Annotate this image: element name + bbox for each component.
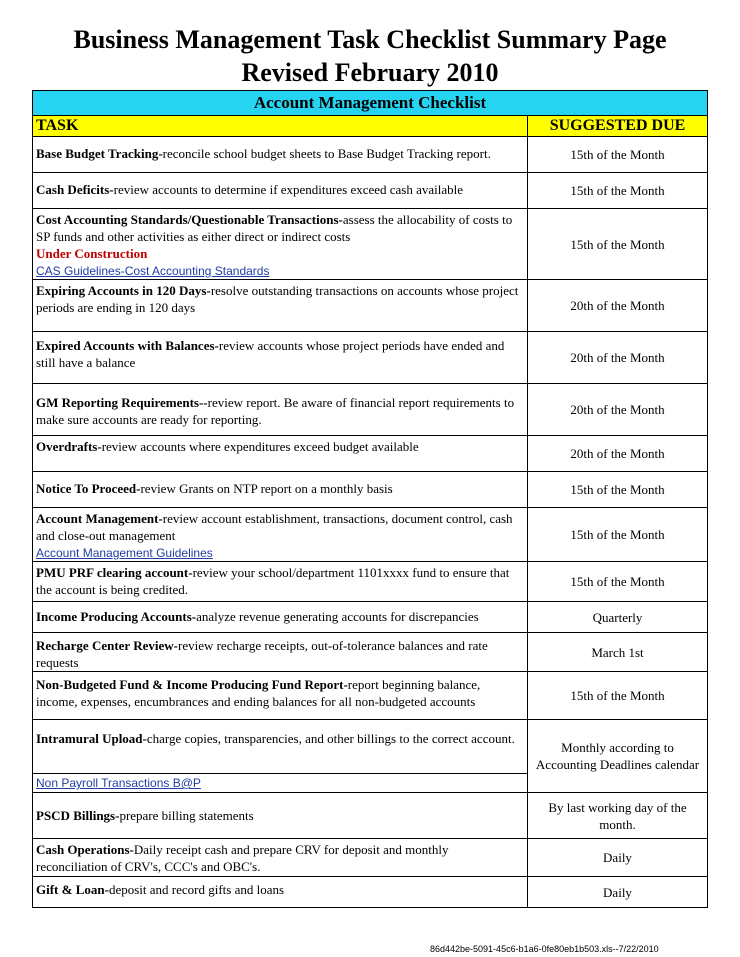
due-value: 15th of the Month — [528, 137, 708, 173]
task-description: review accounts to determine if expenditures exceed cash available — [113, 182, 464, 197]
task-name: Overdrafts- — [36, 439, 102, 454]
table-row — [33, 839, 708, 877]
due-value: 20th of the Month — [528, 332, 708, 384]
table-row — [33, 173, 708, 209]
task-name: Expired Accounts with Balances- — [36, 338, 219, 353]
task-description: prepare billing statements — [119, 808, 254, 823]
due-value: 15th of the Month — [528, 209, 708, 280]
task-description: charge copies, transparencies, and other billings to the correct account. — [146, 731, 515, 746]
task-name: Expiring Accounts in 120 Days- — [36, 283, 211, 298]
non-payroll-transactions-link[interactable]: Non Payroll Transactions B@P — [36, 776, 201, 790]
column-header-row — [33, 116, 708, 137]
due-value: 15th of the Month — [528, 173, 708, 209]
file-footer: 86d442be-5091-45c6-b1a6-0fe80eb1b503.xls--7/22/2010 — [430, 944, 659, 954]
checklist-table — [32, 90, 708, 908]
due-column-header: SUGGESTED DUE — [528, 116, 708, 137]
table-row — [33, 672, 708, 720]
task-name: GM Reporting Requirements-- — [36, 395, 208, 410]
task-description: deposit and record gifts and loans — [108, 882, 285, 897]
task-description: Daily receipt cash and prepare CRV for deposit and monthly reconciliation of CRV's, CCC's and OBC's. — [36, 842, 449, 874]
task-name: Cash Deficits- — [36, 182, 114, 197]
table-row — [33, 209, 708, 280]
table-row — [33, 332, 708, 384]
task-description: report beginning balance, income, expenses, encumbrances and ending balances for all non-budgeted accounts — [36, 677, 481, 709]
due-value: 20th of the Month — [528, 384, 708, 436]
due-value: 20th of the Month — [528, 436, 708, 472]
account-management-guidelines-link[interactable]: Account Management Guidelines — [36, 546, 213, 560]
table-row — [33, 436, 708, 472]
due-value: March 1st — [528, 633, 708, 672]
task-name: Notice To Proceed- — [36, 481, 141, 496]
task-name: Gift & Loan- — [36, 882, 109, 897]
task-description: review report. Be aware of financial report requirements to make sure accounts are ready for reporting. — [36, 395, 515, 427]
task-description: review accounts whose project periods have ended and still have a balance — [36, 338, 505, 370]
due-value: Daily — [528, 839, 708, 877]
task-column-header: TASK — [33, 116, 528, 137]
due-value: 15th of the Month — [528, 508, 708, 562]
task-name: Intramural Upload- — [36, 731, 147, 746]
due-value: 20th of the Month — [528, 280, 708, 332]
table-row — [33, 384, 708, 436]
task-description: review account establishment, transactions, document control, cash and close-out management — [36, 511, 513, 543]
task-description: assess the allocability of costs to SP funds and other activities as either direct or indirect costs — [36, 212, 513, 244]
table-row — [33, 877, 708, 908]
table-row — [33, 720, 708, 774]
task-description: reconcile school budget sheets to Base Budget Tracking report. — [162, 146, 491, 161]
task-name: Base Budget Tracking- — [36, 146, 163, 161]
section-header-row — [33, 91, 708, 116]
table-row — [33, 602, 708, 633]
due-value: By last working day of the month. — [528, 793, 708, 839]
table-row — [33, 508, 708, 562]
due-value: Quarterly — [528, 602, 708, 633]
task-description: review accounts where expenditures exceed budget available — [101, 439, 419, 454]
table-row — [33, 633, 708, 672]
task-name: PSCD Billings- — [36, 808, 120, 823]
task-name: Cost Accounting Standards/Questionable Transactions- — [36, 212, 343, 227]
table-row — [33, 472, 708, 508]
due-value: Daily — [528, 877, 708, 908]
table-row — [33, 562, 708, 602]
task-name: PMU PRF clearing account- — [36, 565, 193, 580]
section-header: Account Management Checklist — [33, 91, 708, 116]
task-name: Recharge Center Review- — [36, 638, 178, 653]
under-construction-note: Under Construction — [36, 246, 148, 261]
document-title: Business Management Task Checklist Summary Page — [73, 25, 667, 54]
task-description: review Grants on NTP report on a monthly basis — [140, 481, 393, 496]
table-row — [33, 793, 708, 839]
document-subtitle: Revised February 2010 — [241, 58, 499, 87]
task-description: review your school/department 1101xxxx fund to ensure that the account is being credited. — [36, 565, 510, 597]
task-description: review recharge receipts, out-of-tolerance balances and rate requests — [36, 638, 488, 670]
due-value: Monthly according to Accounting Deadlines calendar — [528, 720, 708, 793]
due-value: 15th of the Month — [528, 672, 708, 720]
task-name: Income Producing Accounts- — [36, 609, 197, 624]
table-row — [33, 137, 708, 173]
due-value: 15th of the Month — [528, 472, 708, 508]
task-description: resolve outstanding transactions on accounts whose project periods are ending in 120 days — [36, 283, 519, 315]
task-name: Cash Operations- — [36, 842, 134, 857]
due-value: 15th of the Month — [528, 562, 708, 602]
task-name: Non-Budgeted Fund & Income Producing Fund Report- — [36, 677, 348, 692]
task-name: Account Management- — [36, 511, 163, 526]
task-description: analyze revenue generating accounts for discrepancies — [196, 609, 479, 624]
cas-guidelines-link[interactable]: CAS Guidelines-Cost Accounting Standards — [36, 264, 270, 278]
table-row — [33, 280, 708, 332]
